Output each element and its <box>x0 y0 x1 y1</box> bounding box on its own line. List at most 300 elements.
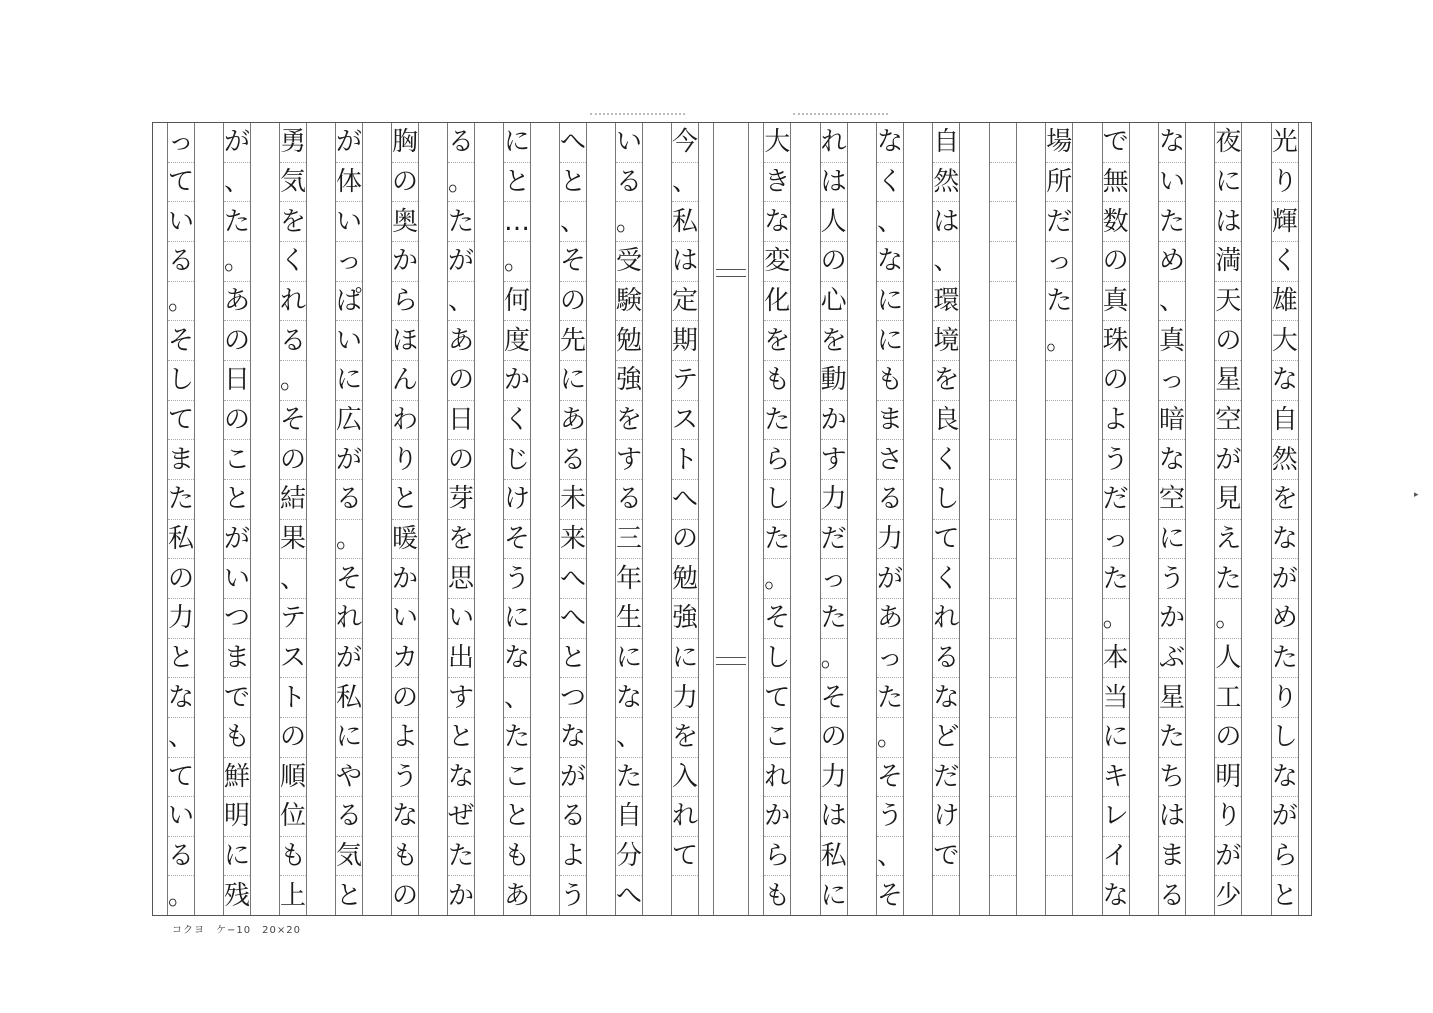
manuscript-cell: 、 <box>224 163 250 203</box>
manuscript-cell: か <box>448 880 475 911</box>
manuscript-cell: 。 <box>1046 321 1072 361</box>
manuscript-cell <box>1046 559 1072 599</box>
manuscript-column <box>1045 123 1073 915</box>
manuscript-cell: イ <box>1103 837 1129 877</box>
manuscript-cell: な <box>1159 440 1185 480</box>
manuscript-cell: ら <box>764 837 790 877</box>
manuscript-cell: 人 <box>1215 639 1241 679</box>
manuscript-cell: 大 <box>764 123 790 163</box>
manuscript-cell: る <box>616 163 642 203</box>
manuscript-cell: 鮮 <box>224 758 250 798</box>
manuscript-cell: 分 <box>616 837 642 877</box>
manuscript-cell: こ <box>764 718 790 758</box>
manuscript-cell: 強 <box>616 361 642 401</box>
manuscript-cell: 本 <box>1103 639 1129 679</box>
manuscript-cell: 輝 <box>1272 202 1298 242</box>
manuscript-cell: 良 <box>933 401 959 441</box>
manuscript-cell: で <box>933 837 959 877</box>
manuscript-cell: 果 <box>280 520 306 560</box>
manuscript-cell: 生 <box>616 599 642 639</box>
manuscript-cell: と <box>1271 880 1298 911</box>
manuscript-cell: 光 <box>1272 123 1298 163</box>
manuscript-cell: 日 <box>224 361 250 401</box>
manuscript-cell: の <box>448 440 474 480</box>
manuscript-cell <box>1046 520 1072 560</box>
manuscript-cell: 自 <box>1272 401 1298 441</box>
manuscript-cell: を <box>933 361 959 401</box>
manuscript-cell: て <box>168 401 194 441</box>
manuscript-cell: か <box>392 242 418 282</box>
manuscript-cell: な <box>877 242 903 282</box>
manuscript-cell: た <box>821 599 847 639</box>
manuscript-cell: っ <box>168 123 194 163</box>
manuscript-cell: し <box>168 361 194 401</box>
manuscript-cell: の <box>280 718 306 758</box>
manuscript-cell: る <box>933 639 959 679</box>
manuscript-cell: と <box>392 480 418 520</box>
manuscript-cell: と <box>336 880 363 911</box>
manuscript-cell: ち <box>1159 758 1185 798</box>
manuscript-cell: 暗 <box>1159 401 1185 441</box>
manuscript-cell: じ <box>504 440 530 480</box>
manuscript-cell: 受 <box>616 242 642 282</box>
manuscript-cell: あ <box>224 282 250 322</box>
manuscript-cell: そ <box>168 321 194 361</box>
manuscript-cell <box>990 361 1016 401</box>
manuscript-cell: た <box>1046 282 1072 322</box>
manuscript-cell: な <box>448 758 474 798</box>
manuscript-cell: あ <box>560 401 586 441</box>
manuscript-cell: ト <box>280 678 306 718</box>
manuscript-column <box>932 123 960 915</box>
manuscript-cell: い <box>616 123 642 163</box>
manuscript-cell: た <box>1159 202 1185 242</box>
manuscript-cell: は <box>1159 797 1185 837</box>
manuscript-cell: 力 <box>821 480 847 520</box>
manuscript-cell: 。 <box>877 718 903 758</box>
manuscript-cell: と <box>448 718 474 758</box>
manuscript-cell: な <box>1102 880 1129 911</box>
manuscript-cell: は <box>1215 202 1241 242</box>
manuscript-cell: え <box>1215 520 1241 560</box>
manuscript-cell: の <box>168 559 194 599</box>
manuscript-cell <box>990 202 1016 242</box>
manuscript-cell: 暖 <box>392 520 418 560</box>
manuscript-cell: 。 <box>764 559 790 599</box>
manuscript-cell: を <box>672 718 698 758</box>
manuscript-cell: が <box>1272 559 1298 599</box>
manuscript-cell: な <box>168 678 194 718</box>
manuscript-cell: テ <box>672 361 698 401</box>
manuscript-cell: の <box>821 242 847 282</box>
manuscript-cell: 体 <box>336 163 362 203</box>
manuscript-cell: 奥 <box>392 202 418 242</box>
manuscript-cell: る <box>280 321 306 361</box>
manuscript-cell: る <box>616 480 642 520</box>
manuscript-cell: な <box>933 678 959 718</box>
manuscript-cell: 無 <box>1103 163 1129 203</box>
manuscript-cell: が <box>224 520 250 560</box>
manuscript-cell: に <box>877 282 903 322</box>
manuscript-cell: な <box>764 202 790 242</box>
manuscript-cell: る <box>1159 880 1186 911</box>
manuscript-cell: 満 <box>1215 242 1241 282</box>
manuscript-cell: を <box>821 321 847 361</box>
manuscript-cell: い <box>224 559 250 599</box>
manuscript-cell: へ <box>672 480 698 520</box>
manuscript-cell: を <box>280 202 306 242</box>
manuscript-cell: 気 <box>280 163 306 203</box>
manuscript-column <box>1158 123 1186 915</box>
manuscript-cell <box>1046 678 1072 718</box>
manuscript-cell: つ <box>560 678 586 718</box>
manuscript-cell: 強 <box>672 599 698 639</box>
manuscript-cell: れ <box>336 599 362 639</box>
manuscript-cell <box>990 639 1016 679</box>
manuscript-cell: と <box>224 480 250 520</box>
manuscript-cell: が <box>1215 440 1241 480</box>
manuscript-cell: 私 <box>336 678 362 718</box>
manuscript-cell: す <box>821 440 847 480</box>
manuscript-cell: 少 <box>1215 880 1242 911</box>
manuscript-column <box>391 123 419 915</box>
manuscript-cell: な <box>1272 758 1298 798</box>
manuscript-cell: 私 <box>821 837 847 877</box>
manuscript-cell: に <box>616 639 642 679</box>
manuscript-cell: 空 <box>1159 480 1185 520</box>
manuscript-cell: 私 <box>168 520 194 560</box>
manuscript-cell: ま <box>168 440 194 480</box>
manuscript-cell: 。 <box>1103 599 1129 639</box>
manuscript-cell: で <box>224 678 250 718</box>
manuscript-column <box>989 123 1017 915</box>
manuscript-cell <box>1046 440 1072 480</box>
manuscript-cell: 今 <box>672 123 698 163</box>
manuscript-cell: つ <box>224 599 250 639</box>
manuscript-cell: 勇 <box>280 123 306 163</box>
manuscript-cell: た <box>1272 639 1298 679</box>
page-header-dots-right <box>793 113 888 118</box>
manuscript-cell: な <box>1272 520 1298 560</box>
manuscript-cell: 、 <box>280 559 306 599</box>
manuscript-cell: に <box>336 361 362 401</box>
manuscript-cell: る <box>336 480 362 520</box>
manuscript-cell: に <box>560 361 586 401</box>
manuscript-cell: 度 <box>504 321 530 361</box>
paper-brand-label: コクヨ ケ−10 20×20 <box>172 925 301 936</box>
manuscript-cell <box>1046 876 1072 915</box>
manuscript-cell: へ <box>560 559 586 599</box>
manuscript-cell <box>990 758 1016 798</box>
manuscript-cell: く <box>504 401 530 441</box>
manuscript-cell: が <box>224 123 250 163</box>
manuscript-cell: た <box>1215 559 1241 599</box>
manuscript-cell: の <box>1103 361 1129 401</box>
manuscript-cell: て <box>672 837 698 877</box>
manuscript-cell: に <box>1159 520 1185 560</box>
manuscript-cell: を <box>764 321 790 361</box>
manuscript-cell: 。 <box>168 282 194 322</box>
manuscript-cell <box>1046 401 1072 441</box>
manuscript-cell: 環 <box>933 282 959 322</box>
manuscript-cell: ほ <box>392 321 418 361</box>
manuscript-cell: と <box>504 163 530 203</box>
manuscript-cell <box>990 718 1016 758</box>
left-page <box>153 123 713 915</box>
manuscript-cell: は <box>821 163 847 203</box>
manuscript-cell: の <box>1215 321 1241 361</box>
manuscript-cell: た <box>168 480 194 520</box>
manuscript-cell: そ <box>877 880 904 911</box>
manuscript-cell: う <box>1159 559 1185 599</box>
manuscript-cell: そ <box>764 599 790 639</box>
manuscript-cell: 来 <box>560 520 586 560</box>
manuscript-cell: 人 <box>821 202 847 242</box>
manuscript-cell: … <box>504 202 530 242</box>
manuscript-cell: っ <box>877 639 903 679</box>
manuscript-cell: だ <box>933 758 959 798</box>
manuscript-cell: と <box>560 639 586 679</box>
manuscript-cell <box>933 876 959 915</box>
manuscript-cell: な <box>1159 123 1185 163</box>
manuscript-cell: も <box>280 837 306 877</box>
manuscript-cell: の <box>392 163 418 203</box>
manuscript-cell: す <box>616 440 642 480</box>
manuscript-column <box>335 123 363 915</box>
manuscript-cell: け <box>504 480 530 520</box>
manuscript-cell: め <box>1159 242 1185 282</box>
manuscript-cell: と <box>560 163 586 203</box>
manuscript-column <box>671 123 699 915</box>
manuscript-cell: ら <box>764 440 790 480</box>
manuscript-cell: い <box>336 202 362 242</box>
manuscript-cell: こ <box>504 758 530 798</box>
right-page <box>749 123 1313 915</box>
manuscript-cell: 変 <box>764 242 790 282</box>
manuscript-cell: に <box>1215 163 1241 203</box>
spine-mark-top <box>716 269 746 277</box>
manuscript-cell: る <box>877 480 903 520</box>
manuscript-cell: い <box>336 321 362 361</box>
manuscript-cell: い <box>448 599 474 639</box>
manuscript-cell: 。 <box>224 242 250 282</box>
manuscript-cell: 何 <box>504 282 530 322</box>
manuscript-cell: う <box>877 797 903 837</box>
manuscript-cell: め <box>1272 599 1298 639</box>
manuscript-cell <box>1046 480 1072 520</box>
center-spine <box>713 123 749 915</box>
manuscript-cell: が <box>336 639 362 679</box>
manuscript-cell: り <box>1272 678 1298 718</box>
manuscript-cell: そ <box>877 758 903 798</box>
manuscript-cell: で <box>1103 123 1129 163</box>
manuscript-cell: だ <box>821 520 847 560</box>
manuscript-cell: 芽 <box>448 480 474 520</box>
manuscript-cell: 工 <box>1215 678 1241 718</box>
manuscript-cell: 。 <box>168 880 195 911</box>
manuscript-cell: ぜ <box>448 797 474 837</box>
manuscript-cell: な <box>504 639 530 679</box>
manuscript-cell: も <box>224 718 250 758</box>
manuscript-cell: き <box>764 163 790 203</box>
manuscript-column <box>615 123 643 915</box>
manuscript-cell: う <box>504 559 530 599</box>
manuscript-cell: く <box>877 163 903 203</box>
manuscript-cell: 。 <box>821 639 847 679</box>
manuscript-cell: た <box>1159 718 1185 758</box>
manuscript-cell <box>990 401 1016 441</box>
manuscript-cell: い <box>168 797 194 837</box>
manuscript-cell: テ <box>280 599 306 639</box>
manuscript-cell: る <box>448 123 474 163</box>
manuscript-cell: た <box>224 202 250 242</box>
manuscript-cell <box>1046 361 1072 401</box>
manuscript-cell: 場 <box>1046 123 1072 163</box>
manuscript-cell: た <box>764 401 790 441</box>
manuscript-cell: 、 <box>448 282 474 322</box>
manuscript-cell: の <box>224 401 250 441</box>
manuscript-cell: ま <box>1159 837 1185 877</box>
manuscript-cell: 、 <box>168 718 194 758</box>
manuscript-cell: 自 <box>616 797 642 837</box>
manuscript-cell: 自 <box>933 123 959 163</box>
manuscript-cell: 年 <box>616 559 642 599</box>
manuscript-cell: に <box>504 123 530 163</box>
manuscript-cell: 結 <box>280 480 306 520</box>
manuscript-cell: 真 <box>1159 321 1185 361</box>
manuscript-cell <box>990 599 1016 639</box>
manuscript-cell: 。 <box>504 242 530 282</box>
manuscript-cell: っ <box>336 242 362 282</box>
manuscript-column <box>279 123 307 915</box>
manuscript-cell: 明 <box>1215 758 1241 798</box>
manuscript-cell: ス <box>280 639 306 679</box>
manuscript-column <box>763 123 791 915</box>
manuscript-column <box>876 123 904 915</box>
manuscript-cell: 力 <box>672 678 698 718</box>
manuscript-cell: い <box>392 599 418 639</box>
manuscript-cell: 、 <box>877 837 903 877</box>
manuscript-cell: す <box>448 678 474 718</box>
manuscript-column <box>167 123 195 915</box>
manuscript-cell: 勉 <box>616 321 642 361</box>
manuscript-cell: は <box>933 202 959 242</box>
manuscript-column <box>1271 123 1299 915</box>
manuscript-cell: 。 <box>616 202 642 242</box>
manuscript-cell: は <box>821 797 847 837</box>
manuscript-cell: あ <box>448 321 474 361</box>
manuscript-cell: る <box>560 440 586 480</box>
manuscript-cell <box>990 559 1016 599</box>
manuscript-cell: の <box>821 718 847 758</box>
manuscript-cell: 天 <box>1215 282 1241 322</box>
manuscript-cell: 位 <box>280 797 306 837</box>
manuscript-cell: た <box>877 678 903 718</box>
manuscript-cell: か <box>1159 599 1185 639</box>
manuscript-cell: も <box>877 361 903 401</box>
manuscript-cell: 大 <box>1272 321 1298 361</box>
manuscript-cell: 勉 <box>672 559 698 599</box>
manuscript-cell: 心 <box>821 282 847 322</box>
manuscript-cell: 。 <box>448 163 474 203</box>
manuscript-cell: に <box>877 321 903 361</box>
manuscript-cell: か <box>392 559 418 599</box>
manuscript-cell: ぱ <box>336 282 362 322</box>
manuscript-cell: 。 <box>280 361 306 401</box>
manuscript-column <box>447 123 475 915</box>
manuscript-cell: っ <box>1103 520 1129 560</box>
manuscript-column <box>223 123 251 915</box>
manuscript-cell: の <box>280 440 306 480</box>
manuscript-cell: 、 <box>672 163 698 203</box>
manuscript-cell: ぶ <box>1159 639 1185 679</box>
manuscript-cell: く <box>933 440 959 480</box>
manuscript-column <box>503 123 531 915</box>
manuscript-cell: た <box>448 837 474 877</box>
manuscript-cell: 、 <box>1159 282 1185 322</box>
manuscript-cell: か <box>821 401 847 441</box>
manuscript-cell: り <box>392 440 418 480</box>
manuscript-cell: も <box>764 361 790 401</box>
manuscript-cell: い <box>168 202 194 242</box>
manuscript-cell: る <box>168 242 194 282</box>
manuscript-cell: 、 <box>560 202 586 242</box>
manuscript-cell: た <box>616 758 642 798</box>
manuscript-cell: カ <box>392 639 418 679</box>
manuscript-cell <box>990 837 1016 877</box>
manuscript-cell: れ <box>672 797 698 837</box>
manuscript-cell <box>990 678 1016 718</box>
manuscript-cell: る <box>560 797 586 837</box>
manuscript-cell: た <box>764 520 790 560</box>
manuscript-cell: 力 <box>877 520 903 560</box>
manuscript-cell <box>990 282 1016 322</box>
manuscript-cell: う <box>560 880 587 911</box>
manuscript-cell: 、 <box>504 678 530 718</box>
manuscript-cell <box>990 163 1016 203</box>
manuscript-cell: レ <box>1103 797 1129 837</box>
manuscript-cell: ま <box>224 639 250 679</box>
manuscript-cell: 空 <box>1215 401 1241 441</box>
manuscript-cell: の <box>448 361 474 401</box>
manuscript-cell: 雄 <box>1272 282 1298 322</box>
manuscript-cell: れ <box>821 123 847 163</box>
manuscript-cell: く <box>933 559 959 599</box>
manuscript-cell: と <box>504 797 530 837</box>
manuscript-cell: り <box>1272 163 1298 203</box>
manuscript-cell: や <box>336 758 362 798</box>
manuscript-cell: に <box>1103 718 1129 758</box>
manuscript-cell: ト <box>672 440 698 480</box>
manuscript-cell: 動 <box>821 361 847 401</box>
manuscript-cell: の <box>392 678 418 718</box>
spine-mark-bottom <box>716 657 746 665</box>
manuscript-cell: そ <box>821 678 847 718</box>
manuscript-cell: 三 <box>616 520 642 560</box>
manuscript-cell: 所 <box>1046 163 1072 203</box>
manuscript-cell: そ <box>336 559 362 599</box>
manuscript-cell: に <box>504 599 530 639</box>
manuscript-cell: ス <box>672 401 698 441</box>
manuscript-cell: だ <box>1046 202 1072 242</box>
manuscript-cell: に <box>672 639 698 679</box>
manuscript-cell: 出 <box>448 639 474 679</box>
manuscript-cell: も <box>504 837 530 877</box>
manuscript-cell: て <box>764 678 790 718</box>
manuscript-cell: ら <box>392 282 418 322</box>
manuscript-cell: な <box>616 678 642 718</box>
manuscript-cell: 入 <box>672 758 698 798</box>
